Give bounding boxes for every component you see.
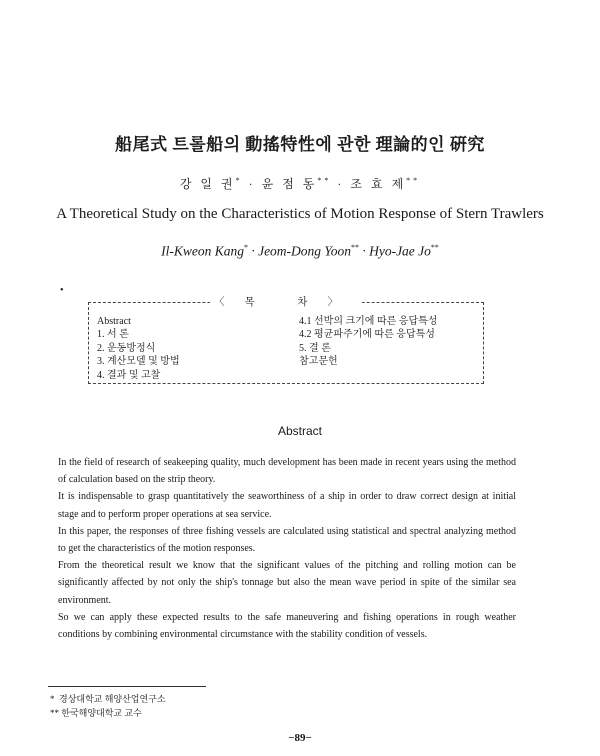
author-name: Jeom-Dong Yoon xyxy=(258,243,351,259)
author-affiliation-mark: * xyxy=(243,243,248,252)
toc-item: Abstract xyxy=(97,316,131,327)
abstract-body xyxy=(58,454,516,643)
author-name: 조 효 제 xyxy=(350,177,407,191)
author-separator: · xyxy=(247,243,259,259)
toc-item: 1. 서 론 xyxy=(97,329,129,341)
toc-item: 3. 계산모델 및 방법 xyxy=(97,356,180,368)
footnote-text: 경상대학교 해양산업연구소 xyxy=(59,694,166,704)
authors-english xyxy=(0,243,600,260)
footnote-mark: * xyxy=(50,694,55,704)
footnote xyxy=(50,692,166,706)
paper-title-korean: 船尾式 트롤船의 動搖特性에 관한 理論的인 硏究 xyxy=(115,135,485,154)
author-affiliation-mark: ** xyxy=(317,176,332,185)
toc-item: 참고문헌 xyxy=(299,356,338,368)
author-affiliation-mark: * xyxy=(235,176,243,185)
toc-item: 4.2 평균파주기에 따른 응답특성 xyxy=(299,329,435,341)
toc-item: 4.1 선박의 크기에 따른 응답특성 xyxy=(299,316,438,327)
footnote-text: 한국해양대학교 교수 xyxy=(61,708,142,718)
author-name: 윤 점 동 xyxy=(261,177,318,191)
abstract-paragraph: So we can apply these expected results to the safe maneuvering and fishing operations in rough weather conditions by combining environmental circumstance with the stability condition of vessels. xyxy=(58,611,516,641)
toc-left-column xyxy=(97,315,180,382)
author-affiliation-mark: ** xyxy=(350,243,359,252)
toc-right-column xyxy=(299,315,437,369)
toc-heading: 〈목 차〉 xyxy=(89,294,483,309)
toc-item: 5. 결 론 xyxy=(299,342,331,354)
abstract-paragraph: From the theoretical result we know that the significant values of the pitching and rolling motion can be significantly affected by not only the ship's tonnage but also the mean wave period in spite of the similar sea environment. xyxy=(58,560,516,606)
toc-item: 2. 운동방정식 xyxy=(97,342,156,354)
toc-item: 4. 결과 및 고찰 xyxy=(97,369,161,381)
abstract-paragraph: In the field of research of seakeeping quality, much development has been made in recent years using the method of calculation based on the strip theory. xyxy=(58,457,516,486)
abstract-paragraph: It is indispensable to grasp quantitatively the seaworthiness of a ship in order to draw correct design at initial stage and to perform proper operations at sea service. xyxy=(58,491,516,520)
paper-title-english: A Theoretical Study on the Characteristics of Motion Response of Stern Trawlers xyxy=(56,206,544,222)
footnotes xyxy=(50,692,166,720)
author-separator: · xyxy=(358,243,370,259)
footnote-divider xyxy=(48,686,206,687)
abstract-heading: Abstract xyxy=(277,424,322,438)
footnote-mark: ** xyxy=(50,708,59,718)
author-name: Il-Kweon Kang xyxy=(161,243,244,259)
author-separator: · xyxy=(331,177,351,191)
authors-korean xyxy=(0,175,600,192)
author-name: 강 일 권 xyxy=(179,177,236,191)
author-affiliation-mark: ** xyxy=(406,176,421,185)
table-of-contents xyxy=(88,297,484,384)
footnote xyxy=(50,706,166,720)
abstract-paragraph: In this paper, the responses of three fishing vessels are calculated using statistical and spectral analyzing method to get the characteristics of the motion responses. xyxy=(58,525,516,555)
author-separator: · xyxy=(242,177,262,191)
bullet-mark: • xyxy=(60,285,64,296)
author-name: Hyo-Jae Jo xyxy=(369,243,431,259)
page-number: −89− xyxy=(288,732,312,744)
author-affiliation-mark: ** xyxy=(430,243,439,252)
